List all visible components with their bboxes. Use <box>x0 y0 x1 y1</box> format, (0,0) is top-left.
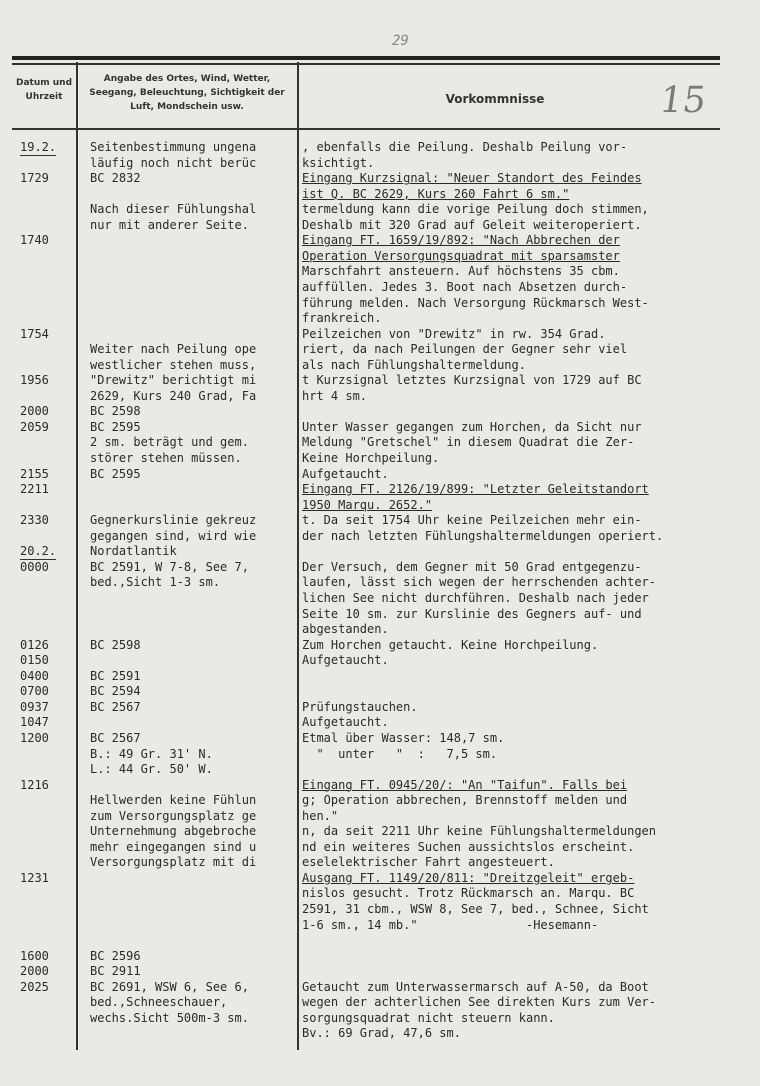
row-event: Eingang FT. 2126/19/899: "Letzter Geleitstandort <box>302 482 649 497</box>
row-event: Zum Horchen getaucht. Keine Horchpeilung. <box>302 637 599 652</box>
row-place: BC 2598 <box>90 404 141 419</box>
row-event: lichen See nicht durchführen. Deshalb nach jeder <box>302 591 649 605</box>
row-time: 0700 <box>20 684 49 699</box>
row-event: g; Operation abbrechen, Brennstoff melden und <box>302 793 628 808</box>
row-event: Eingang FT. 0945/20/: "An "Taifun". Falls bei <box>302 777 628 792</box>
header-vorkommnisse: Vorkommnisse <box>445 92 545 106</box>
row-event: Keine Horchpeilung. <box>302 451 440 465</box>
row-place: BC 2595 <box>90 466 141 481</box>
row-time: 2330 <box>20 513 49 528</box>
row-place: BC 2691, WSW 6, See 6, <box>90 979 249 994</box>
row-place: mehr eingegangen sind u <box>90 839 257 854</box>
row-event: führung melden. Nach Versorgung Rückmarsch West- <box>302 295 649 310</box>
row-event: Unter Wasser gegangen zum Horchen, da Sicht nur <box>302 419 642 434</box>
row-event: Getaucht zum Unterwassermarsch auf A-50, da Boot <box>302 979 649 994</box>
row-place: BC 2595 <box>90 419 141 434</box>
row-place: zum Versorgungsplatz ge <box>90 808 257 823</box>
row-time: 2025 <box>20 979 49 994</box>
row-event: hrt 4 sm. <box>302 388 368 403</box>
row-event: 1-6 sm., 14 mb." -Hesemann- <box>302 917 599 932</box>
row-event: Ausgang FT. 1149/20/811: "Dreitzgeleit" ergeb- <box>302 870 635 885</box>
row-event: Seite 10 sm. zur Kurslinie des Gegners auf- und <box>302 606 642 621</box>
row-place: 2629, Kurs 240 Grad, Fa <box>90 388 257 403</box>
row-event: Prüfungstauchen. <box>302 699 418 714</box>
header-angabe: Angabe des Ortes, Wind, Wetter, Seegang, Beleuchtung, Sichtigkeit der Luft, Mondschein usw. <box>89 74 285 112</box>
row-event: frankreich. <box>302 311 382 326</box>
row-place: Weiter nach Peilung ope <box>90 342 257 357</box>
row-event: laufen, lässt sich wegen der herrschenden achter- <box>302 575 657 590</box>
row-place: nur mit anderer Seite. <box>90 217 249 232</box>
row-event: Bv.: 69 Grad, 47,6 sm. <box>302 1026 461 1041</box>
row-place: gegangen sind, wird wie <box>90 528 257 543</box>
row-place: Nach dieser Fühlungshal <box>90 202 257 217</box>
row-place: Hellwerden keine Fühlun <box>90 793 257 808</box>
row-event: riert, da nach Peilungen der Gegner sehr viel <box>302 342 628 357</box>
row-event: Aufgetaucht. <box>302 466 389 481</box>
row-place: BC 2911 <box>90 964 141 979</box>
row-event: Peilzeichen von "Drewitz" in rw. 354 Grad. <box>302 326 606 341</box>
row-event: Meldung "Gretschel" in diesem Quadrat die Zer- <box>302 435 635 450</box>
row-time: 1216 <box>20 777 49 792</box>
row-event: Eingang FT. 1659/19/892: "Nach Abbrechen der <box>302 233 620 248</box>
row-place: bed.,Sicht 1-3 sm. <box>90 575 221 590</box>
row-place: 2 sm. beträgt und gem. <box>90 435 249 450</box>
row-place: BC 2591 <box>90 668 141 683</box>
row-event: 2591, 31 cbm., WSW 8, See 7, bed., Schnee, Sicht <box>302 902 649 916</box>
row-event: hen." <box>302 808 339 823</box>
table-top-rule-thin <box>12 63 720 65</box>
row-event: der nach letzten Fühlungshaltermeldungen operiert. <box>302 528 664 543</box>
row-time: 0126 <box>20 637 49 652</box>
row-place: BC 2598 <box>90 637 141 652</box>
row-place: BC 2591, W 7-8, See 7, <box>90 559 249 574</box>
row-place: störer stehen müssen. <box>90 451 242 465</box>
row-time: 2000 <box>20 404 49 419</box>
row-place: BC 2596 <box>90 948 141 963</box>
row-time: 2155 <box>20 466 49 481</box>
row-place: BC 2567 <box>90 730 141 745</box>
row-time: 1200 <box>20 730 49 745</box>
row-place: westlicher stehen muss, <box>90 357 257 372</box>
row-event: Aufgetaucht. <box>302 653 389 668</box>
row-place: läufig noch nicht berüc <box>90 155 257 170</box>
stamp-number: 15 <box>657 80 709 121</box>
row-event: nd ein weiteres Suchen aussichtslos erscheint. <box>302 839 635 854</box>
row-event: Aufgetaucht. <box>302 715 389 730</box>
row-place: wechs.Sicht 500m-3 sm. <box>90 1010 249 1025</box>
row-time: 0000 <box>20 559 49 574</box>
row-place: BC 2832 <box>90 171 141 186</box>
row-event: termeldung kann die vorige Peilung doch stimmen, <box>302 202 649 217</box>
row-time: 20.2. <box>20 544 57 559</box>
column-divider-right <box>297 62 299 1050</box>
row-time: 1231 <box>20 870 49 885</box>
row-time: 2059 <box>20 419 49 434</box>
row-place: L.: 44 Gr. 50' W. <box>90 762 213 776</box>
page-number: 29 <box>392 33 409 49</box>
row-time: 1047 <box>20 715 49 730</box>
row-event: t Kurzsignal letztes Kurzsignal von 1729 auf BC <box>302 373 642 388</box>
row-event: eselelektrischer Fahrt angesteuert. <box>302 855 555 870</box>
row-time: 19.2. <box>20 140 57 154</box>
row-event: t. Da seit 1754 Uhr keine Peilzeichen mehr ein- <box>302 513 642 528</box>
row-place: Gegnerkurslinie gekreuz <box>90 513 257 528</box>
row-time: 1600 <box>20 948 49 963</box>
row-place: BC 2594 <box>90 684 141 699</box>
table-top-rule <box>12 56 720 60</box>
row-time: 0937 <box>20 699 49 714</box>
row-place: Unternehmung abgebroche <box>90 824 257 839</box>
row-event: n, da seit 2211 Uhr keine Fühlungshaltermeldungen <box>302 824 657 839</box>
row-event: ksichtigt. <box>302 155 375 170</box>
row-place: Versorgungsplatz mit di <box>90 855 257 870</box>
row-event: als nach Fühlungshaltermeldung. <box>302 357 526 372</box>
row-time: 0400 <box>20 668 49 683</box>
row-place: BC 2567 <box>90 699 141 714</box>
row-event: sorgungsquadrat nicht steuern kann. <box>302 1010 555 1025</box>
row-event: Etmal über Wasser: 148,7 sm. <box>302 730 505 745</box>
row-event: Operation Versorgungsquadrat mit sparsamster <box>302 248 620 263</box>
row-time: 1729 <box>20 171 49 186</box>
row-place: bed.,Schneeschauer, <box>90 995 228 1010</box>
row-event: , ebenfalls die Peilung. Deshalb Peilung vor- <box>302 140 628 154</box>
row-event: wegen der achterlichen See direkten Kurs zum Ver- <box>302 995 657 1010</box>
row-place: B.: 49 Gr. 31' N. <box>90 746 213 761</box>
row-place: "Drewitz" berichtigt mi <box>90 373 257 388</box>
row-event: Marschfahrt ansteuern. Auf höchstens 35 cbm. <box>302 264 620 279</box>
column-divider-left <box>76 62 78 1050</box>
row-place: Seitenbestimmung ungena <box>90 140 257 154</box>
row-time: 2000 <box>20 964 49 979</box>
row-time: 0150 <box>20 653 49 668</box>
row-time: 1740 <box>20 233 49 248</box>
row-place: Nordatlantik <box>90 544 177 559</box>
row-event: " unter " : 7,5 sm. <box>302 746 498 761</box>
row-event: ist Q. BC 2629, Kurs 260 Fahrt 6 sm." <box>302 186 570 201</box>
row-event: 1950 Marqu. 2652." <box>302 497 433 512</box>
row-event: auffüllen. Jedes 3. Boot nach Absetzen durch- <box>302 280 628 294</box>
row-time: 1754 <box>20 326 49 341</box>
row-time: 1956 <box>20 373 49 388</box>
header-datum: Datum und Uhrzeit <box>15 78 73 102</box>
row-time: 2211 <box>20 482 49 497</box>
row-event: Der Versuch, dem Gegner mit 50 Grad entgegenzu- <box>302 559 642 574</box>
header-bottom-rule <box>12 128 720 130</box>
row-event: abgestanden. <box>302 622 389 636</box>
row-event: Deshalb mit 320 Grad auf Geleit weiteroperiert. <box>302 217 642 232</box>
row-event: nislos gesucht. Trotz Rückmarsch an. Marqu. BC <box>302 886 635 901</box>
row-event: Eingang Kurzsignal: "Neuer Standort des Feindes <box>302 171 642 186</box>
